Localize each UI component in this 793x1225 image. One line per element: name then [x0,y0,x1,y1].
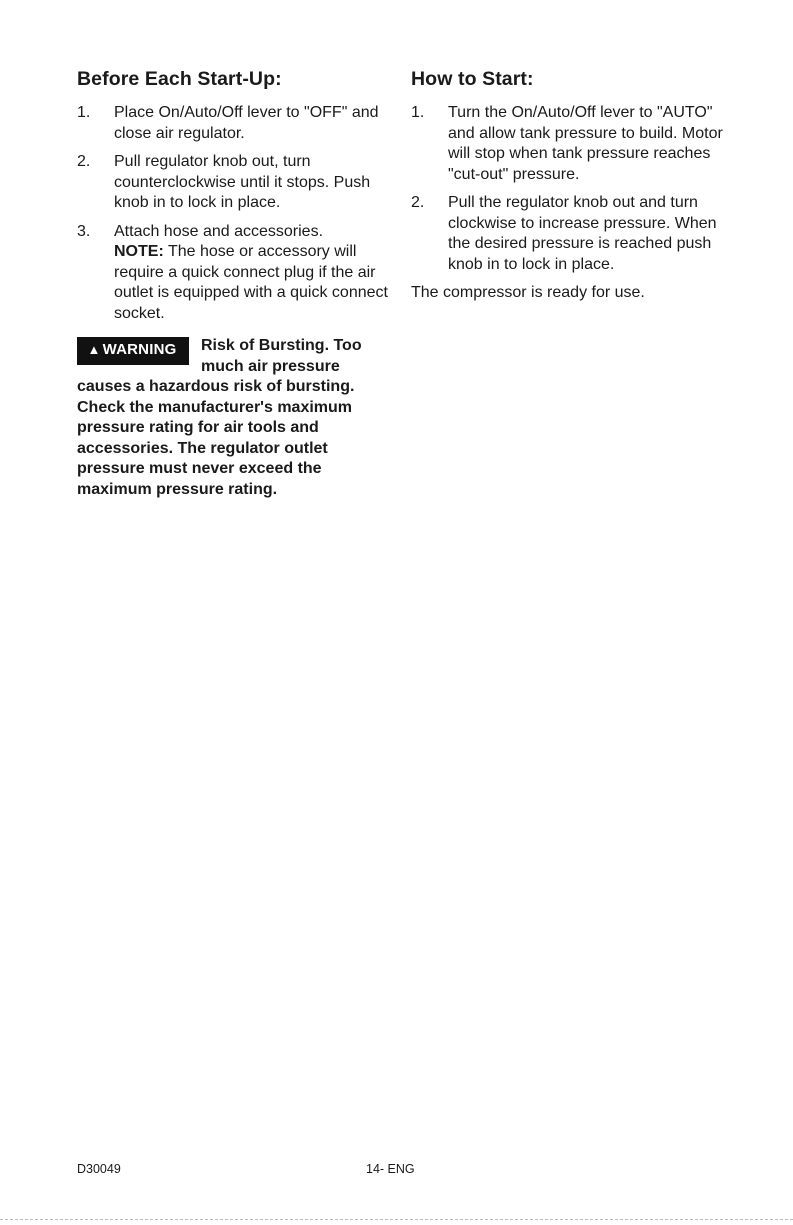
step-number: 1. [77,104,91,121]
how-to-start-heading: How to Start: [411,68,534,90]
warning-block [77,336,395,500]
model-number: D30049 [77,1162,121,1176]
warning-badge [77,337,189,365]
list-item [77,103,395,144]
bottom-divider [0,1219,793,1220]
step-text: Place On/Auto/Off lever to "OFF" and close air regulator. [114,104,379,142]
before-start-heading: Before Each Start-Up: [77,68,282,90]
list-item [77,222,395,325]
how-to-start-steps [411,103,741,275]
ready-text: The compressor is ready for use. [411,284,645,301]
step-number: 2. [77,153,91,170]
warning-triangle-icon: ▲ [87,342,101,357]
step-text: Pull the regulator knob out and turn clockwise to increase pressure. When the desired pressure is reached push knob in to lock in place. [448,194,717,273]
warning-text: Risk of Bursting. Too much air pressure causes a hazardous risk of bursting. Check the manufacturer's maximum pressure rating for air tools and accessories. The regulator outlet pressure must never exceed the maximum pressure rating. [77,337,362,498]
list-item [411,103,741,185]
warning-badge-label: WARNING [102,341,177,358]
step-text: Turn the On/Auto/Off lever to "AUTO" and allow tank pressure to build. Motor will stop when tank pressure reaches "cut-out" pressure. [448,104,723,183]
list-item [77,152,395,214]
step-number: 3. [77,222,91,240]
note-text: The hose or accessory will require a quick connect plug if the air outlet is equipped with a quick connect socket. [114,243,388,322]
step-text: Pull regulator knob out, turn counterclockwise until it stops. Push knob in to lock in place. [114,153,371,211]
step-text: Attach hose and accessories. [114,222,324,240]
before-start-section [77,68,395,500]
page-number: 14- ENG [366,1162,415,1176]
how-to-start-section [411,68,741,304]
step-number: 1. [411,104,425,121]
note-label: NOTE: [114,243,164,260]
before-start-steps [77,103,395,324]
list-item [411,193,741,275]
step-number: 2. [411,194,425,211]
